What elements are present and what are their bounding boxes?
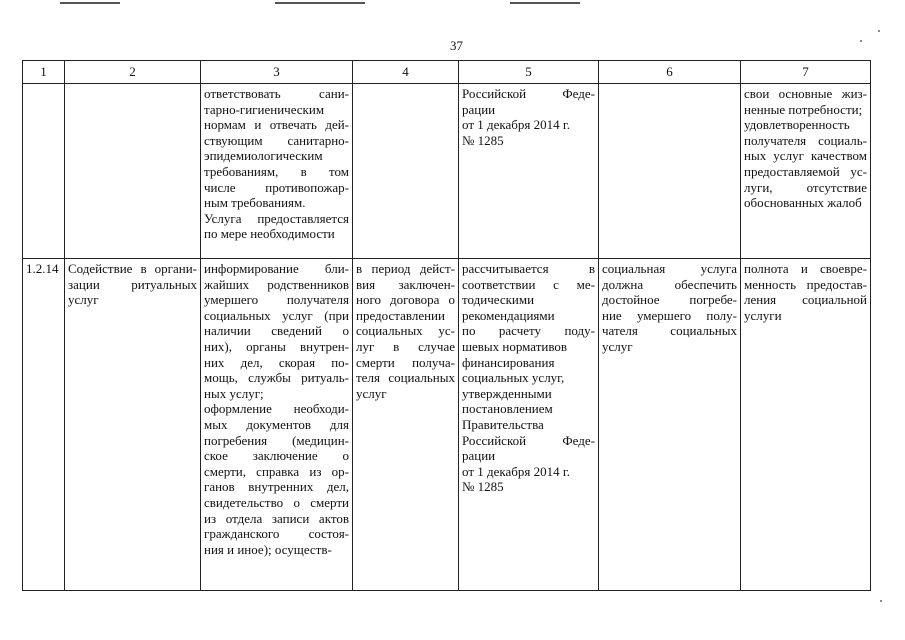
column-number: 1 <box>23 61 65 84</box>
cell-text-line: ления социальной <box>744 292 867 308</box>
table-cell <box>65 84 201 259</box>
cell-text-line: социальная услуга <box>602 261 737 276</box>
cell-text-line: мощь, службы ритуаль- <box>204 370 349 386</box>
table-cell <box>201 84 353 259</box>
scan-speck <box>860 40 862 42</box>
cell-text-line: услуг <box>602 338 633 354</box>
table-cell <box>23 84 65 259</box>
table-cell <box>353 259 459 591</box>
cell-text-line: погребения (медицин- <box>204 432 349 448</box>
column-number: 5 <box>459 61 599 84</box>
cell-text-line: постановлением <box>462 401 553 417</box>
cell-text-line: гражданского состоя- <box>204 526 349 542</box>
column-number: 6 <box>599 61 741 84</box>
cell-text-line: требованиям, в том <box>204 163 349 179</box>
table-cell <box>353 84 459 259</box>
cell-text-line: свои основные жиз- <box>744 86 867 101</box>
cell-text-line: должна обеспечить <box>602 276 737 292</box>
cell-text-line: в период дейст- <box>356 261 455 276</box>
table-cell <box>741 259 871 591</box>
cell-text-line: жайших родственников <box>204 276 349 292</box>
cell-text-line: ненные потребности; <box>744 101 863 117</box>
table-cell <box>459 84 599 259</box>
cell-text-line: социальных ус- <box>356 323 455 339</box>
scan-mark <box>275 2 365 4</box>
cell-text-line: полнота и своевре- <box>744 261 867 276</box>
column-number: 4 <box>353 61 459 84</box>
cell-text-line: ного договора о <box>356 292 455 308</box>
cell-text-line: предоставлении <box>356 307 445 323</box>
cell-text-line: Услуга предоставляется <box>204 210 349 226</box>
cell-text-line: от 1 декабря 2014 г. <box>462 117 570 133</box>
scan-speck <box>878 30 880 32</box>
cell-text-line: нормам и отвечать дей- <box>204 117 349 133</box>
table-cell <box>599 84 741 259</box>
cell-text-line: свидетельство о смерти <box>204 494 349 510</box>
page-number: 37 <box>450 38 463 53</box>
cell-text-line: них дел, скорая по- <box>204 354 349 370</box>
cell-text-line: 1.2.14 <box>26 261 59 276</box>
cell-text-line: них), органы внутрен- <box>204 338 349 354</box>
cell-text-line: ответствовать сани- <box>204 86 349 101</box>
cell-text-line: № 1285 <box>462 479 504 495</box>
cell-text-line: тарно-гигиеническим <box>204 101 325 117</box>
cell-text-line: рекомендациями <box>462 307 555 323</box>
table-cell <box>599 259 741 591</box>
cell-text-line: утвержденными <box>462 385 552 401</box>
table-row <box>23 84 871 259</box>
cell-text-line: тодическими <box>462 292 535 308</box>
cell-text-line: удовлетворенность <box>744 117 850 133</box>
cell-text-line: ганов внутренних дел, <box>204 479 349 495</box>
cell-text-line: ных услуг качеством <box>744 148 867 164</box>
cell-text-line: смерти, справка из ор- <box>204 463 349 479</box>
cell-text-line: Правительства <box>462 416 544 432</box>
cell-text-line: умершего получателя <box>204 292 349 308</box>
cell-text-line: Российской Феде- <box>462 86 595 101</box>
cell-text-line: ных услуг; <box>204 385 264 401</box>
cell-text-line: услуг <box>68 292 99 308</box>
cell-text-line: услуг <box>356 385 387 401</box>
column-number: 7 <box>741 61 871 84</box>
table-row <box>23 259 871 591</box>
cell-text-line: от 1 декабря 2014 г. <box>462 463 570 479</box>
cell-text-line: информирование бли- <box>204 261 349 276</box>
cell-text-line: рации <box>462 448 496 464</box>
cell-text-line: ствующим санитарно- <box>204 132 349 148</box>
scan-mark <box>510 2 580 4</box>
cell-text-line: теля социальных <box>356 370 455 386</box>
column-number-row <box>23 61 871 84</box>
column-number: 2 <box>65 61 201 84</box>
table-cell <box>23 259 65 591</box>
column-number: 3 <box>201 61 353 84</box>
table-cell <box>741 84 871 259</box>
cell-text-line: по мере необходимости <box>204 226 335 242</box>
cell-text-line: наличии сведений о <box>204 323 349 339</box>
cell-text-line: луги, отсутствие <box>744 179 867 195</box>
cell-text-line: финансирования <box>462 354 555 370</box>
cell-text-line: числе противопожар- <box>204 179 349 195</box>
cell-text-line: рассчитывается в <box>462 261 595 276</box>
cell-text-line: вия заключен- <box>356 276 455 292</box>
cell-text-line: услуги <box>744 307 782 323</box>
cell-text-line: ние умершего полу- <box>602 307 737 323</box>
cell-text-line: из отдела записи актов <box>204 510 349 526</box>
cell-text-line: мых документов для <box>204 416 349 432</box>
cell-text-line: социальных услуг (при <box>204 307 349 323</box>
cell-text-line: ское заключение о <box>204 448 349 464</box>
cell-text-line: шевых нормативов <box>462 338 568 354</box>
cell-text-line: Российской Феде- <box>462 432 595 448</box>
cell-text-line: зации ритуальных <box>68 276 197 292</box>
cell-text-line: менность предостав- <box>744 276 867 292</box>
cell-text-line: достойное погребе- <box>602 292 737 308</box>
cell-text-line: ным требованиям. <box>204 195 306 211</box>
cell-text-line: получателя социаль- <box>744 132 867 148</box>
cell-text-line: смерти получа- <box>356 354 455 370</box>
cell-text-line: ния и иное); осуществ- <box>204 541 332 557</box>
cell-text-line: чателя социальных <box>602 323 737 339</box>
services-table <box>22 60 871 591</box>
cell-text-line: соответствии с ме- <box>462 276 595 292</box>
scan-mark <box>60 2 120 4</box>
cell-text-line: № 1285 <box>462 132 504 148</box>
table-cell <box>201 259 353 591</box>
cell-text-line: оформление необходи- <box>204 401 349 417</box>
cell-text-line: Содействие в органи- <box>68 261 197 276</box>
cell-text-line: обоснованных жалоб <box>744 195 862 211</box>
table-cell <box>459 259 599 591</box>
cell-text-line: по расчету поду- <box>462 323 595 339</box>
scan-speck <box>880 600 882 602</box>
cell-text-line: рации <box>462 101 496 117</box>
cell-text-line: социальных услуг, <box>462 370 565 386</box>
table-cell <box>65 259 201 591</box>
cell-text-line: эпидемиологическим <box>204 148 323 164</box>
cell-text-line: предоставляемой ус- <box>744 163 867 179</box>
cell-text-line: луг в случае <box>356 338 455 354</box>
